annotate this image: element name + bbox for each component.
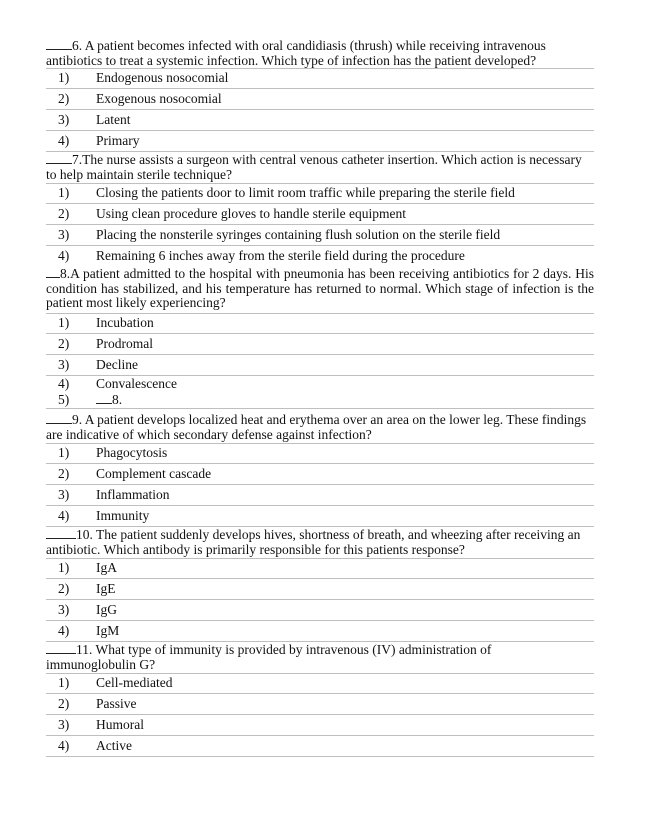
option-row [46,183,594,204]
option-text: Complement cascade [96,466,212,481]
question-11-stem [46,642,506,672]
option-row [46,355,594,376]
option-text: Using clean procedure gloves to handle sterile equipment [96,206,407,221]
option-text: Passive [96,696,137,711]
option-row [46,694,594,715]
option-row [46,376,594,392]
option-number: 2) [58,581,70,596]
option-text: Phagocytosis [96,445,168,460]
answer-blank[interactable] [46,412,72,424]
option-number: 1) [58,70,70,85]
option-row [46,68,594,89]
option-number: 4) [58,508,70,523]
option-row [46,673,594,694]
option-number: 3) [58,227,70,242]
option-row [46,736,594,757]
option-row [46,621,594,642]
option-row [46,506,594,527]
option-row [46,204,594,225]
option-text: IgG [96,602,117,617]
option-text: IgE [96,581,116,596]
answer-blank[interactable] [46,38,72,50]
question-text: 6. A patient becomes infected with oral candidiasis (thrush) while receiving intravenous antibiotics to treat a systemic infection. Which type of infection has the patient developed? [46,38,546,68]
option-text: Immunity [96,508,150,523]
option-row [46,464,594,485]
option-text: Humoral [96,717,144,732]
option-text: Placing the nonsterile syringes containing flush solution on the sterile field [96,227,501,242]
option-number: 2) [58,336,70,351]
option-row [46,600,594,621]
option-row [46,225,594,246]
option-text: Cell-mediated [96,675,173,690]
option-number: 3) [58,112,70,127]
option-row [46,485,594,506]
question-text: 11. What type of immunity is provided by intravenous (IV) administration of immunoglobulin G? [46,642,492,672]
option-number: 4) [58,133,70,148]
option-row [46,443,594,464]
answer-blank[interactable] [46,527,76,539]
option-number: 4) [58,738,70,753]
option-row [46,89,594,110]
question-9-stem [46,412,594,442]
option-text: Active [96,738,132,753]
option-number: 1) [58,560,70,575]
option-number: 4) [58,248,70,263]
option-text: 8. [96,392,122,408]
question-text: 9. A patient develops localized heat and erythema over an area on the lower leg. These findings are indicative of which secondary defense against infection? [46,412,587,442]
option-text: Incubation [96,315,154,330]
option-number: 4) [58,376,70,391]
option-number: 5) [58,392,70,407]
option-row [46,715,594,736]
option-text: Primary [96,133,140,148]
question-7-stem [46,152,594,182]
question-text: 10. The patient suddenly develops hives, shortness of breath, and wheezing after receiving an antibiotic. Which antibody is primarily responsible for this patients response? [46,527,581,557]
option-text: Latent [96,112,131,127]
option-number: 1) [58,315,70,330]
option-number: 2) [58,466,70,481]
option-text: Inflammation [96,487,170,502]
option-number: 2) [58,206,70,221]
option-number: 1) [58,185,70,200]
answer-blank[interactable] [96,392,112,404]
option-text: Exogenous nosocomial [96,91,222,106]
option-number: 2) [58,696,70,711]
option-text: Convalescence [96,376,177,391]
option-number: 3) [58,487,70,502]
question-6-stem [46,38,594,68]
answer-blank[interactable] [46,152,72,164]
option-number: 1) [58,675,70,690]
option-number: 3) [58,357,70,372]
option-text: IgA [96,560,117,575]
option-text: Endogenous nosocomial [96,70,229,85]
option-text: Prodromal [96,336,153,351]
option-number: 4) [58,623,70,638]
option-row [46,110,594,131]
option-row [46,131,594,152]
option-text: IgM [96,623,120,638]
question-8-stem [46,266,594,311]
answer-blank[interactable] [46,642,76,654]
question-text: 7.The nurse assists a surgeon with central venous catheter insertion. Which action is necessary to help maintain sterile technique? [46,152,582,182]
option-number: 3) [58,602,70,617]
option-row [46,558,594,579]
option-text: Decline [96,357,138,372]
question-10-stem [46,527,594,557]
option-number: 3) [58,717,70,732]
option-row [46,313,594,334]
option-row [46,579,594,600]
question-text: 8.A patient admitted to the hospital with pneumonia has been receiving antibiotics for 2 days. His condition has stabilized, and his temperature has returned to normal. Which stage of infection is the patient most likely experiencing? [46,266,594,310]
option-number: 1) [58,445,70,460]
option-text: Remaining 6 inches away from the sterile field during the procedure [96,248,465,263]
option-row [46,246,594,266]
option-row [46,392,594,409]
option-row [46,334,594,355]
answer-blank[interactable] [46,266,60,278]
option-text: Closing the patients door to limit room traffic while preparing the sterile field [96,185,515,200]
option-number: 2) [58,91,70,106]
